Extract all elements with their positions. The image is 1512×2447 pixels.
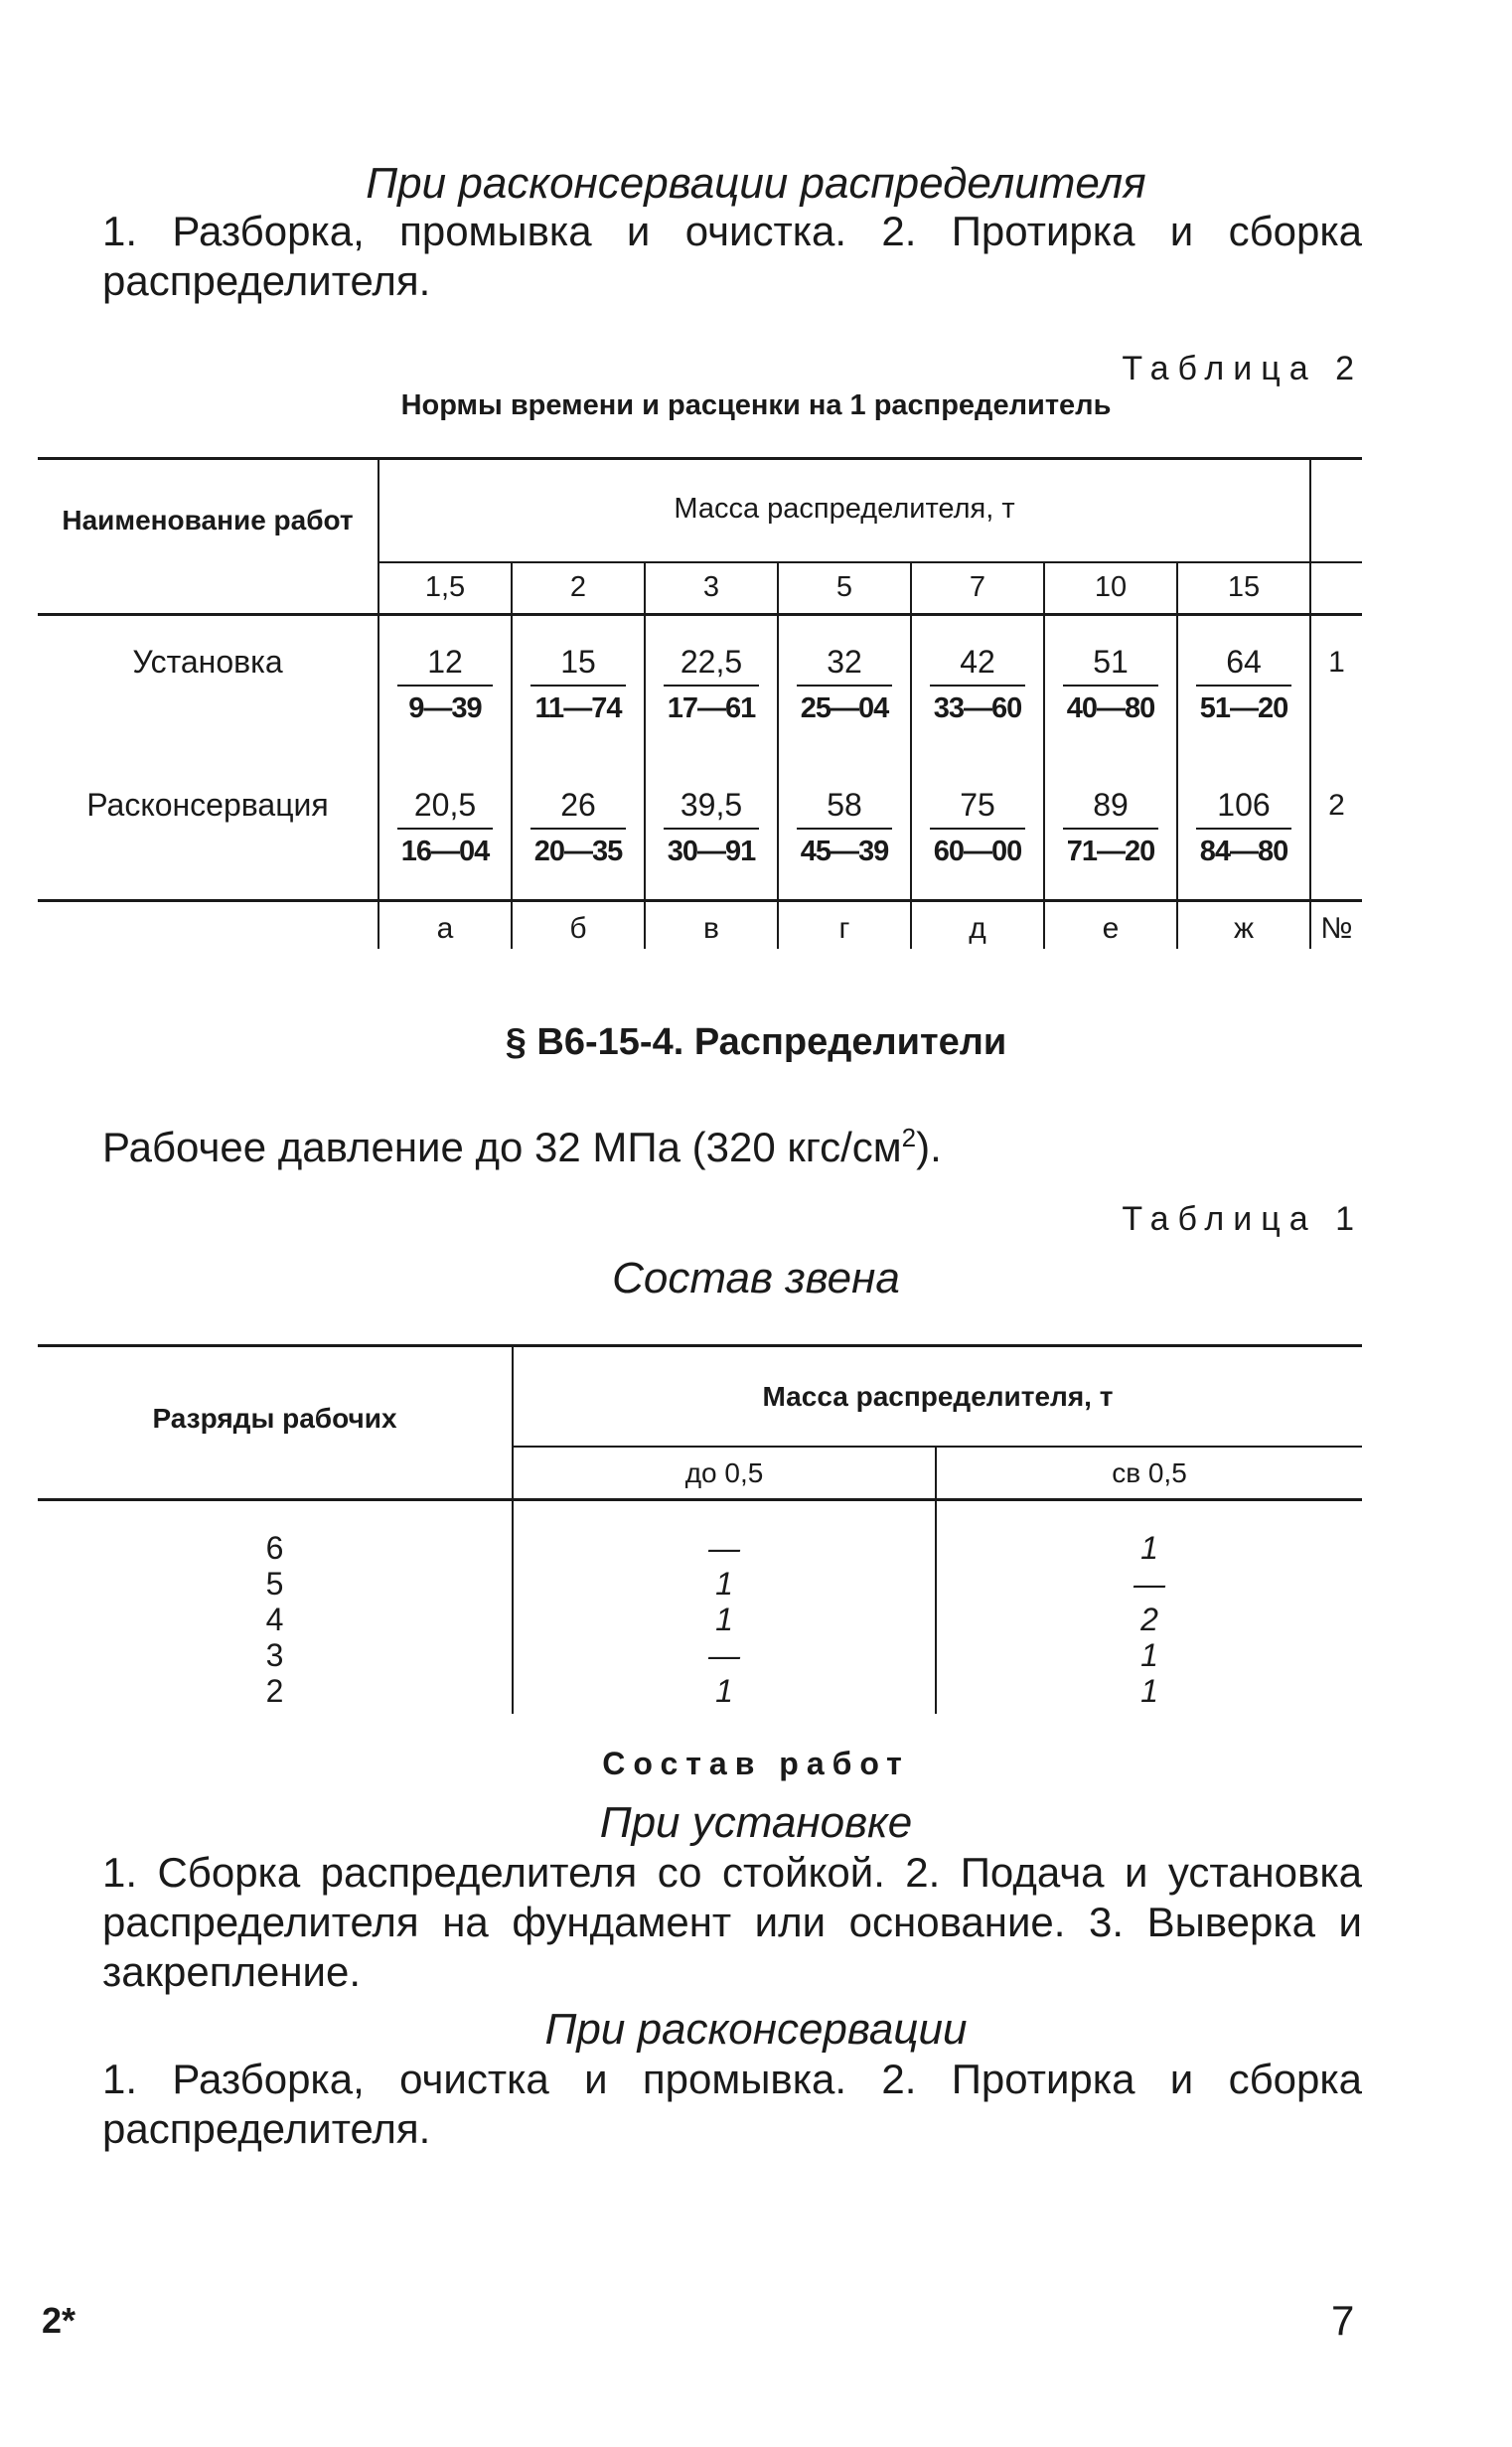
grade: 5 xyxy=(265,1566,284,1602)
page-number: 7 xyxy=(1331,2297,1355,2344)
table2-cell: 106 84—80 xyxy=(1178,787,1309,868)
table2-row-number: 1 xyxy=(1328,646,1345,679)
table1-title: Состав звена xyxy=(612,1254,900,1302)
table1-count: — xyxy=(1134,1566,1165,1602)
table2-mass-value: 2 xyxy=(569,571,587,603)
table2-row-name: Установка xyxy=(132,644,283,680)
recons-distributor-text: 1. Разборка, промывка и очистка. 2. Протирка и сборка распределителя. xyxy=(102,208,1362,304)
table1-grades xyxy=(38,1530,512,1709)
table1-mass-header: Масса распределителя, т xyxy=(762,1381,1114,1412)
table2-row-number: 2 xyxy=(1328,789,1345,822)
table2-col-letter: в xyxy=(703,912,719,945)
working-pressure: Рабочее давление до 32 МПа (320 кгс/$см^2$). xyxy=(102,1123,942,1170)
grade: 2 xyxy=(265,1673,284,1709)
table2-label: Таблица 2 xyxy=(1122,350,1363,387)
table2-cell: 20,5 16—04 xyxy=(379,787,511,868)
table2-col-letter: б xyxy=(569,912,587,945)
table2-col-letter: е xyxy=(1102,912,1120,945)
table1-grade-header: Разряды рабочих xyxy=(152,1403,397,1434)
recons-text: 1. Разборка, очистка и промывка. 2. Протирка и сборка распределителя. xyxy=(102,2056,1362,2152)
table2-mass-value: 5 xyxy=(835,571,853,603)
table2-cell: 75 60—00 xyxy=(912,787,1043,868)
table1-count: 1 xyxy=(1140,1673,1158,1709)
table2-cell: 12 9—39 xyxy=(379,644,511,725)
table2-col-letter: д xyxy=(969,912,986,945)
table1-count: 1 xyxy=(1140,1530,1158,1566)
table2-mass-value: 7 xyxy=(969,571,986,603)
table2-mass-header: Масса распределителя, т xyxy=(674,493,1015,525)
table1-top-rule xyxy=(38,1344,1362,1347)
install-text: 1. Сборка распределителя со стойкой. 2. Подача и установка распределителя на фундамент или основание. 3. Выверка и закрепление. xyxy=(102,1849,1362,1995)
table2-col-letter: а xyxy=(436,912,454,945)
table1-header-bottom-rule xyxy=(38,1498,1362,1501)
table1-count: 1 xyxy=(715,1566,733,1602)
table1-count: — xyxy=(708,1530,740,1566)
table1-count: 2 xyxy=(1140,1602,1158,1637)
table2-cell: 15 11—74 xyxy=(513,644,644,725)
section-heading-recons-distributor: При расконсервации распределителя xyxy=(366,159,1146,208)
table2-mass-value: 3 xyxy=(702,571,720,603)
table2-cell: 26 20—35 xyxy=(513,787,644,868)
table2-cell: 32 25—04 xyxy=(779,644,910,725)
table2-mass-value: 1,5 xyxy=(424,571,466,603)
table1-count: 1 xyxy=(1140,1637,1158,1673)
table2-cell: 39,5 30—91 xyxy=(646,787,777,868)
table2-num-label: № xyxy=(1320,912,1353,945)
table1-label: Таблица 1 xyxy=(1122,1200,1363,1238)
table1-col-over05 xyxy=(937,1530,1362,1709)
table2-title: Нормы времени и расценки на 1 распределитель xyxy=(400,389,1112,421)
recons-heading: При расконсервации xyxy=(544,2005,968,2054)
table2-cell: 64 51—20 xyxy=(1178,644,1309,725)
table2-cell: 22,5 17—61 xyxy=(646,644,777,725)
footer-signature-mark: 2* xyxy=(42,2300,76,2341)
table2-cell: 42 33—60 xyxy=(912,644,1043,725)
table2-row-name: Расконсервация xyxy=(86,787,329,823)
table2-col-name-header: Наименование работ xyxy=(62,505,354,535)
table1-count: 1 xyxy=(715,1673,733,1709)
table1-subheader: св 0,5 xyxy=(1112,1457,1187,1488)
table2-cell: 89 71—20 xyxy=(1045,787,1176,868)
table1-header-divider xyxy=(512,1446,1362,1448)
table2-col-letter: г xyxy=(838,912,850,945)
table1-col-upto05 xyxy=(514,1530,935,1709)
works-title: Состав работ xyxy=(602,1746,910,1781)
table2-cell: 51 40—80 xyxy=(1045,644,1176,725)
grade: 3 xyxy=(265,1637,284,1673)
table1-count: — xyxy=(708,1637,740,1673)
table2-col-letter: ж xyxy=(1233,912,1255,945)
table2-cell: 58 45—39 xyxy=(779,787,910,868)
grade: 4 xyxy=(265,1602,284,1637)
table1-count: 1 xyxy=(715,1602,733,1637)
table2-mass-value: 10 xyxy=(1094,571,1128,603)
table1-subheader: до 0,5 xyxy=(684,1457,764,1488)
section-title: § В6-15-4. Распределители xyxy=(505,1021,1007,1063)
install-heading: При установке xyxy=(599,1798,913,1847)
grade: 6 xyxy=(265,1530,284,1566)
table2-mass-value: 15 xyxy=(1227,571,1261,603)
